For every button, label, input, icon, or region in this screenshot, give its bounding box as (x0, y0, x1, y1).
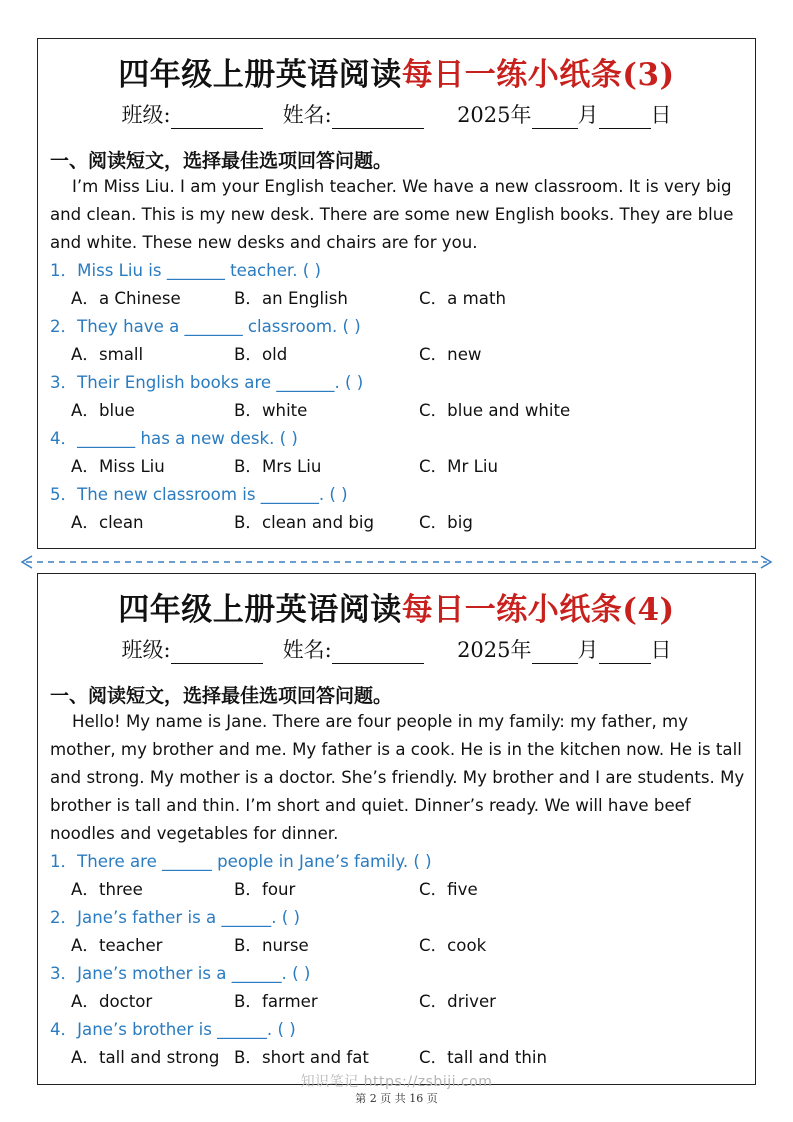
name-label: 姓名: (282, 638, 332, 662)
option-a: A．a Chinese (71, 289, 181, 308)
option-c: C．Mr Liu (419, 457, 498, 476)
student-info-line (38, 99, 755, 129)
option-c: C．tall and thin (419, 1048, 547, 1067)
class-blank (171, 643, 263, 664)
option-c: C．driver (419, 992, 496, 1011)
options-3 (50, 397, 745, 425)
option-c: C．big (419, 513, 473, 532)
reading-passage: I’m Miss Liu. I am your English teacher. We have a new classroom. It is very big and clean. This is my new desk. There are some new English books. They are blue and white. These new desks and chairs are for you. (50, 177, 734, 252)
title-main: 四年级上册英语阅读 (118, 57, 402, 93)
year-label: 2025年 (457, 638, 532, 662)
option-c: C．five (419, 880, 478, 899)
name-blank (332, 643, 424, 664)
option-a: A．tall and strong (71, 1048, 220, 1067)
option-b: B．an English (234, 289, 348, 308)
option-b: B．Mrs Liu (234, 457, 322, 476)
question-1: 1．Miss Liu is _______ teacher. ( ) (50, 261, 321, 280)
option-b: B．clean and big (234, 513, 375, 532)
watermark: 知识笔记 https://zsbiji.com (300, 1074, 493, 1090)
question-5: 5．The new classroom is _______. ( ) (50, 485, 348, 504)
question-3: 3．Their English books are _______. ( ) (50, 373, 364, 392)
option-b: B．four (234, 880, 296, 899)
title-main: 四年级上册英语阅读 (118, 592, 402, 628)
month-label: 月 (577, 638, 599, 662)
section-heading: 一、阅读短文，选择最佳选项回答问题。 (50, 150, 393, 172)
question-1: 1．There are ______ people in Jane’s family. ( ) (50, 852, 432, 871)
options-2 (50, 341, 745, 369)
card-title (38, 49, 755, 94)
class-label: 班级: (121, 638, 171, 662)
question-list (50, 257, 745, 537)
option-b: B．old (234, 345, 288, 364)
option-c: C．blue and white (419, 401, 571, 420)
day-label: 日 (650, 103, 672, 127)
options-3 (50, 988, 745, 1016)
reading-passage: Hello! My name is Jane. There are four people in my family: my father, my mother, my brother and me. My father is a cook. He is in the kitchen now. He is tall and strong. My mother is a doctor. She’s friendly. My brother and I are students. My brother is tall and thin. I’m short and quiet. Dinner’s ready. We will have beef noodles and vegetables for dinner. (50, 712, 745, 843)
day-label: 日 (650, 638, 672, 662)
option-a: A．three (71, 880, 143, 899)
year-label: 2025年 (457, 103, 532, 127)
option-a: A．blue (71, 401, 135, 420)
day-blank (599, 643, 651, 664)
month-blank (532, 643, 578, 664)
options-2 (50, 932, 745, 960)
month-blank (532, 108, 578, 129)
options-5 (50, 509, 745, 537)
name-label: 姓名: (282, 103, 332, 127)
section-heading: 一、阅读短文，选择最佳选项回答问题。 (50, 685, 393, 707)
options-1 (50, 285, 745, 313)
option-b: B．farmer (234, 992, 318, 1011)
options-4 (50, 1044, 745, 1072)
option-a: A．teacher (71, 936, 163, 955)
worksheet-card-3 (37, 38, 756, 549)
option-b: B．white (234, 401, 308, 420)
worksheet-card-4 (37, 573, 756, 1085)
name-blank (332, 108, 424, 129)
month-label: 月 (577, 103, 599, 127)
question-list (50, 848, 745, 1072)
option-c: C．new (419, 345, 482, 364)
cut-line-separator (20, 553, 773, 571)
student-info-line (38, 634, 755, 664)
title-highlight: 每日一练小纸条(3) (401, 57, 675, 93)
question-4: 4．_______ has a new desk. ( ) (50, 429, 298, 448)
title-highlight: 每日一练小纸条(4) (401, 592, 675, 628)
option-b: B．nurse (234, 936, 309, 955)
class-label: 班级: (121, 103, 171, 127)
option-a: A．clean (71, 513, 144, 532)
question-2: 2．They have a _______ classroom. ( ) (50, 317, 361, 336)
option-a: A．Miss Liu (71, 457, 165, 476)
question-3: 3．Jane’s mother is a ______. ( ) (50, 964, 311, 983)
card-title (38, 584, 755, 629)
class-blank (171, 108, 263, 129)
question-4: 4．Jane’s brother is ______. ( ) (50, 1020, 296, 1039)
option-c: C．a math (419, 289, 506, 308)
option-a: A．doctor (71, 992, 153, 1011)
option-c: C．cook (419, 936, 487, 955)
option-a: A．small (71, 345, 144, 364)
day-blank (599, 108, 651, 129)
option-b: B．short and fat (234, 1048, 369, 1067)
page-number: 第 2 页 共 16 页 (355, 1092, 438, 1105)
question-2: 2．Jane’s father is a ______. ( ) (50, 908, 301, 927)
options-4 (50, 453, 745, 481)
options-1 (50, 876, 745, 904)
